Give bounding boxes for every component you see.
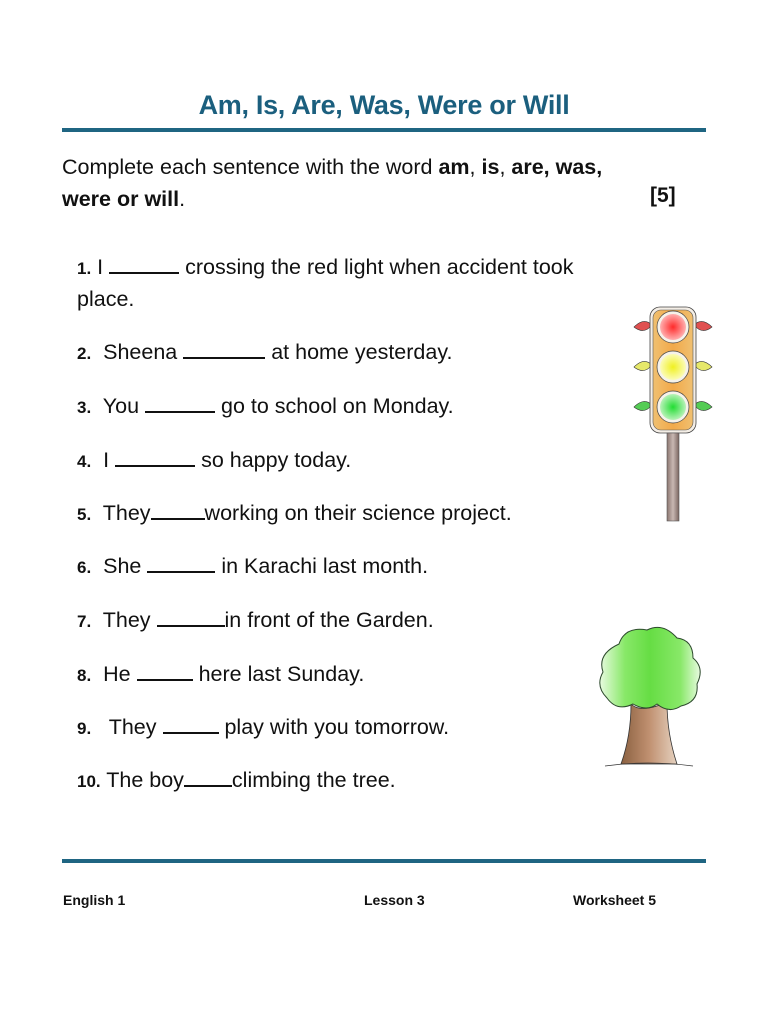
question-text-after: here last Sunday. [192, 662, 365, 686]
question-1-continuation: place. [77, 287, 135, 311]
footer-subject: English 1 [63, 892, 126, 908]
question-text-before: I [91, 255, 110, 279]
answer-blank[interactable] [109, 254, 179, 274]
question-text-after: crossing the red light when accident took [179, 255, 574, 279]
separator: , [469, 155, 482, 179]
answer-blank[interactable] [157, 607, 225, 627]
answer-blank[interactable] [183, 339, 265, 359]
footer-lesson: Lesson 3 [364, 892, 425, 908]
question-text-before: She [91, 554, 148, 578]
question-number: 4. [77, 452, 92, 471]
word-were-will: were or will [62, 187, 180, 211]
question-text-before: They [91, 501, 151, 525]
question-number: 6. [77, 558, 92, 577]
question-number: 5. [77, 505, 92, 524]
page-title: Am, Is, Are, Was, Were or Will [198, 90, 570, 120]
word-are-was: are, was, [511, 155, 603, 179]
answer-blank[interactable] [137, 661, 193, 681]
answer-blank[interactable] [145, 393, 215, 413]
question-text-before: I [91, 448, 116, 472]
question-text-before: Sheena [91, 340, 184, 364]
question-text-after: in front of the Garden. [224, 608, 434, 632]
answer-blank[interactable] [163, 714, 219, 734]
question-3 [77, 391, 454, 423]
instructions [62, 151, 692, 215]
question-1 [77, 252, 574, 284]
question-number: 2. [77, 344, 92, 363]
answer-blank[interactable] [147, 553, 215, 573]
marks-label: [5] [650, 184, 676, 207]
question-text-after: working on their science project. [204, 501, 512, 525]
question-number: 8. [77, 666, 92, 685]
separator: , [499, 155, 512, 179]
instructions-lead: Complete each sentence with the word [62, 155, 439, 179]
footer-divider [62, 859, 706, 863]
answer-blank[interactable] [184, 767, 232, 787]
question-text-before: They [91, 608, 157, 632]
footer-worksheet: Worksheet 5 [573, 892, 656, 908]
question-text-after: in Karachi last month. [215, 554, 429, 578]
question-5 [77, 498, 512, 530]
word-is: is [481, 155, 500, 179]
question-6 [77, 551, 428, 583]
question-10 [77, 765, 396, 797]
question-2 [77, 337, 452, 369]
question-number: 7. [77, 612, 92, 631]
question-text-after: climbing the tree. [231, 768, 396, 792]
question-text-after: at home yesterday. [265, 340, 453, 364]
question-text-after: play with you tomorrow. [218, 715, 450, 739]
question-8 [77, 659, 364, 691]
instructions-end: . [179, 187, 186, 211]
question-4 [77, 445, 351, 477]
question-text-before: They [91, 715, 163, 739]
question-text-before: He [91, 662, 137, 686]
answer-blank[interactable] [151, 500, 205, 520]
question-number: 10. [77, 772, 101, 791]
question-number: 9. [77, 719, 92, 738]
question-7 [77, 605, 434, 637]
title-divider [62, 128, 706, 132]
tree-icon [597, 624, 707, 774]
question-text-after: go to school on Monday. [215, 394, 454, 418]
question-9 [77, 712, 449, 744]
question-number: 3. [77, 398, 92, 417]
word-am: am [438, 155, 470, 179]
question-text-after: so happy today. [195, 448, 352, 472]
traffic-light-icon [630, 305, 716, 525]
question-text-before: You [91, 394, 146, 418]
answer-blank[interactable] [115, 447, 195, 467]
question-text-before: The boy [100, 768, 184, 792]
question-number: 1. [77, 259, 92, 278]
